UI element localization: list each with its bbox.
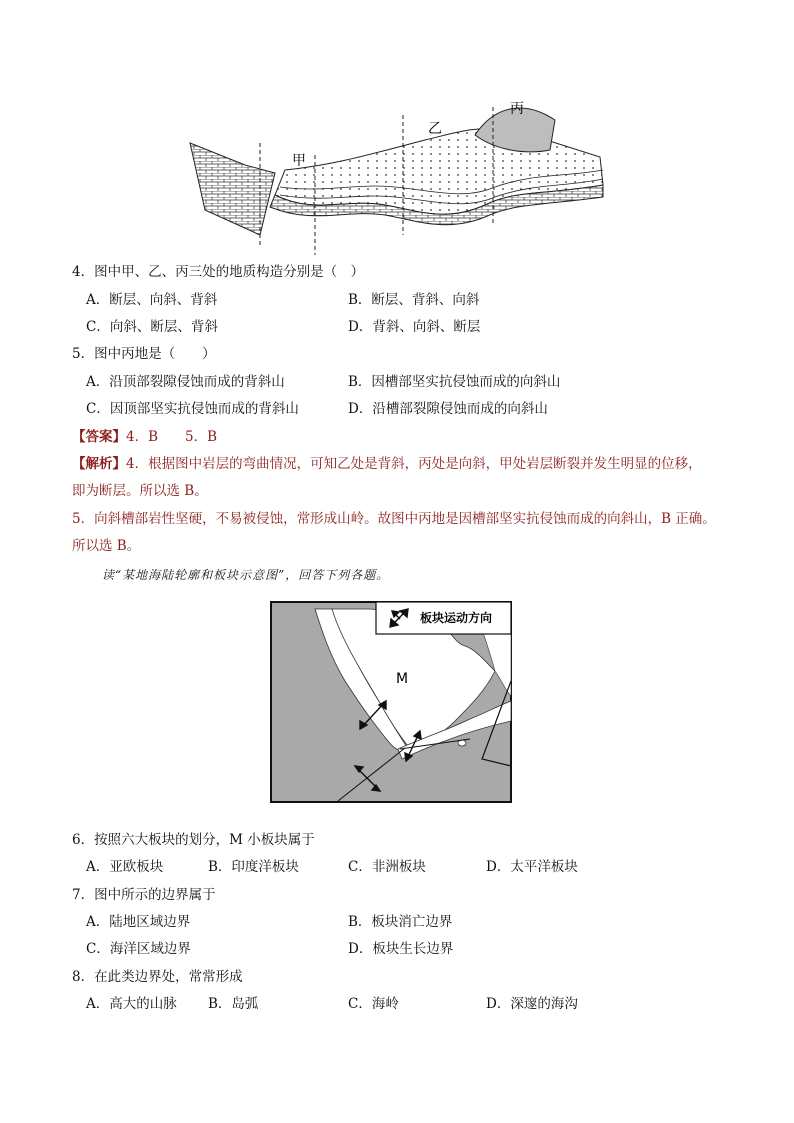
q6-option-c[interactable]: C．非洲板块 <box>348 859 426 875</box>
analysis-line-1: 【解析】4．根据图中岩层的弯曲情况，可知乙处是背斜，丙处是向斜，甲处岩层断裂并发生明显的位移， <box>72 456 702 472</box>
q4-stem: 4．图中甲、乙、丙三处的地质构造分别是（ ） <box>72 264 365 280</box>
analysis-line-2: 即为断层。所以选 B。 <box>72 483 208 499</box>
q7-option-c[interactable]: C．海洋区域边界 <box>86 941 191 957</box>
q8-option-c[interactable]: C．海岭 <box>348 996 399 1012</box>
q7-option-b[interactable]: B．板块消亡边界 <box>348 914 453 930</box>
q4-option-a[interactable]: A．断层、向斜、背斜 <box>86 292 218 308</box>
q4-option-d[interactable]: D．背斜、向斜、断层 <box>348 319 481 335</box>
q4-option-b[interactable]: B．断层、背斜、向斜 <box>348 292 480 308</box>
left-fault-block <box>190 143 275 235</box>
figure2-intro: 读“某地海陆轮廓和板块示意图”，回答下列各题。 <box>102 568 390 582</box>
q6-stem: 6．按照六大板块的划分，M 小板块属于 <box>72 832 315 848</box>
q5-option-a[interactable]: A．沿顶部裂隙侵蚀而成的背斜山 <box>86 374 285 390</box>
answer-tag: 【答案】 <box>72 429 126 445</box>
label-m: M <box>396 671 409 687</box>
analysis-line-3: 5．向斜槽部岩性坚硬，不易被侵蚀，常形成山岭。故图中丙地是因槽部坚实抗侵蚀而成的向斜山，B 正确。 <box>72 511 716 527</box>
q8-option-b[interactable]: B．岛弧 <box>208 996 259 1012</box>
q6-option-a[interactable]: A．亚欧板块 <box>86 859 164 875</box>
q6-option-b[interactable]: B．印度洋板块 <box>208 859 299 875</box>
q8-option-a[interactable]: A．高大的山脉 <box>86 996 177 1012</box>
q6-option-d[interactable]: D．太平洋板块 <box>486 859 578 875</box>
answer-line <box>72 428 217 446</box>
geologic-section-figure <box>185 95 610 260</box>
q7-stem: 7．图中所示的边界属于 <box>72 887 216 903</box>
analysis-tag: 【解析】 <box>72 456 126 472</box>
q5-option-c[interactable]: C．因顶部坚实抗侵蚀而成的背斜山 <box>86 401 299 417</box>
q7-option-d[interactable]: D．板块生长边界 <box>348 941 454 957</box>
q5-option-b[interactable]: B．因槽部坚实抗侵蚀而成的向斜山 <box>348 374 561 390</box>
plate-map-figure <box>270 601 512 803</box>
label-bing: 丙 <box>510 101 524 117</box>
q5-option-d[interactable]: D．沿槽部裂隙侵蚀而成的向斜山 <box>348 401 548 417</box>
answer-text: 4．B 5．B <box>126 429 218 445</box>
analysis-line-4: 所以选 B。 <box>72 538 141 554</box>
q8-stem: 8．在此类边界处，常常形成 <box>72 969 243 985</box>
legend-label: 板块运动方向 <box>420 611 493 625</box>
label-yi: 乙 <box>428 121 442 137</box>
q7-option-a[interactable]: A．陆地区域边界 <box>86 914 191 930</box>
q4-option-c[interactable]: C．向斜、断层、背斜 <box>86 319 218 335</box>
q8-option-d[interactable]: D．深邃的海沟 <box>486 996 578 1012</box>
q5-stem: 5．图中丙地是（ ） <box>72 346 216 362</box>
label-jia: 甲 <box>292 153 306 169</box>
